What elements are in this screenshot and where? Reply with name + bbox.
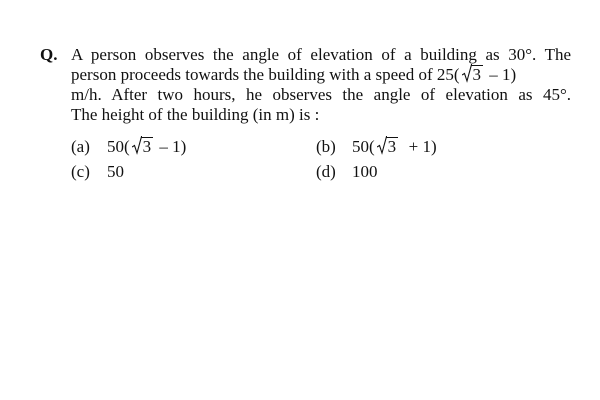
question-line-1: A person observes the angle of elevation of a building as 30°. The	[71, 45, 571, 64]
option-d-value: 100	[352, 162, 378, 181]
option-d[interactable]	[316, 162, 378, 182]
option-d-tag: (d)	[316, 162, 336, 181]
question-line-2-end: – 1)	[485, 65, 517, 84]
radical-icon	[462, 63, 472, 83]
option-a-radicand: 3	[142, 137, 152, 156]
option-b-text-end: + 1)	[400, 137, 437, 156]
option-a[interactable]	[71, 137, 186, 157]
option-b-text-start: 50(	[352, 137, 375, 156]
option-b-radicand: 3	[387, 137, 397, 156]
question-line-2	[71, 65, 571, 85]
question-line-4: The height of the building (in m) is :	[71, 105, 320, 124]
square-root-symbol	[462, 65, 484, 85]
option-b-square-root	[377, 137, 399, 157]
question-text	[71, 45, 571, 125]
question-line-3: m/h. After two hours, he observes the angle of elevation as 45°.	[71, 85, 571, 104]
option-a-text-start: 50(	[107, 137, 130, 156]
question-label: Q.	[40, 45, 58, 64]
option-b[interactable]	[316, 137, 437, 157]
option-a-text-end: – 1)	[155, 137, 187, 156]
option-a-square-root	[132, 137, 154, 157]
option-a-tag: (a)	[71, 137, 90, 156]
option-c-value: 50	[107, 162, 124, 181]
option-b-tag: (b)	[316, 137, 336, 156]
option-c[interactable]	[71, 162, 124, 182]
radical-icon	[377, 135, 387, 155]
square-root-radicand: 3	[472, 65, 482, 84]
option-c-tag: (c)	[71, 162, 90, 181]
radical-icon	[132, 135, 142, 155]
question-line-2-start: person proceeds towards the building with a speed of 25(	[71, 65, 460, 84]
